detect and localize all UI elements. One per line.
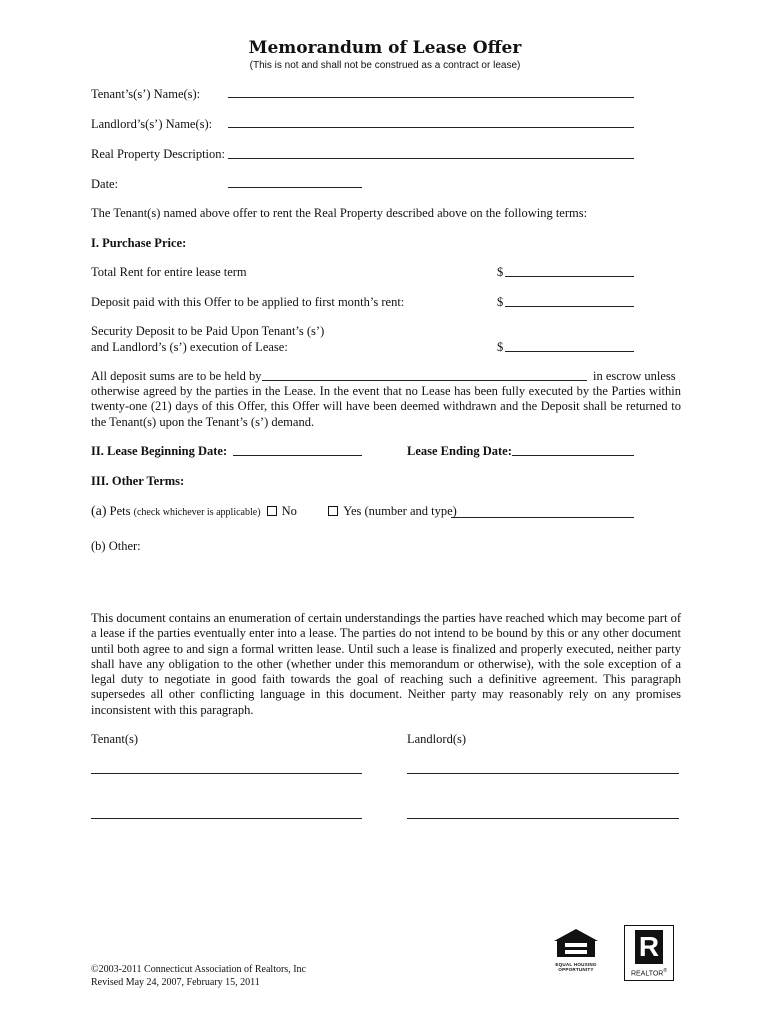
other-terms-label: (b) Other:: [91, 539, 141, 553]
page-subtitle: (This is not and shall not be construed as a contract or lease): [249, 60, 521, 71]
date-label: Date:: [91, 177, 119, 191]
dollar-sign: $: [497, 340, 504, 354]
tenant-signature-label: Tenant(s): [91, 732, 139, 746]
landlord-names-field[interactable]: [228, 127, 634, 128]
security-deposit-label-line2: and Landlord’s (s’) execution of Lease:: [91, 340, 288, 354]
pets-label: Pets: [109, 504, 131, 518]
copyright-text: ©2003-2011 Connecticut Association of Realtors, Inc: [91, 964, 306, 975]
deposit-label: Deposit paid with this Offer to be applied to first month’s rent:: [91, 295, 405, 309]
lease-ending-date-label: Lease Ending Date:: [407, 444, 512, 458]
date-field[interactable]: [228, 187, 362, 188]
eho-line1: EQUAL HOUSING: [555, 962, 597, 967]
lease-beginning-date-field[interactable]: [233, 455, 362, 456]
escrow-tail-text: in escrow unless: [593, 369, 676, 383]
total-rent-field[interactable]: [505, 276, 634, 277]
escrow-lead-text: All deposit sums are to be held by: [91, 369, 262, 383]
realtor-r-mark: R: [635, 930, 663, 964]
tenant-names-field[interactable]: [228, 97, 634, 98]
intro-text: The Tenant(s) named above offer to rent the Real Property described above on the following terms:: [91, 206, 588, 220]
section-purchase-price-heading: I. Purchase Price:: [91, 236, 187, 250]
landlord-signature-line-2[interactable]: [407, 818, 679, 819]
house-icon: [551, 928, 601, 958]
landlord-signature-line-1[interactable]: [407, 773, 679, 774]
pets-detail-field[interactable]: [451, 517, 634, 518]
revised-text: Revised May 24, 2007, February 15, 2011: [91, 977, 260, 988]
pets-no-label: No: [281, 504, 297, 518]
realtor-registered-mark: ®: [663, 968, 668, 974]
realtor-wordmark: REALTOR: [630, 970, 664, 978]
escrow-holder-field[interactable]: [262, 380, 587, 381]
landlord-signature-label: Landlord(s): [407, 732, 467, 746]
pets-yes-label: Yes (number and type): [343, 504, 457, 518]
escrow-paragraph: otherwise agreed by the parties in the Lease. In the event that no Lease has been fully executed by the Parties within twenty-one (21) days of this Offer, this Offer will have been deemed withdrawn and the Deposit shall be returned to the Tenant(s) upon the Tenant’s (s’) demand.: [91, 384, 681, 429]
dollar-sign: $: [497, 295, 504, 309]
disclaimer-paragraph: This document contains an enumeration of certain understandings the parties have reached which may become part of a lease if the parties eventually enter into a lease. The parties do not intend to be bound by this or any other document until both agree to and sign a formal written lease. Until such a lease is finalized and properly executed, neither party shall have any obligation to the other (whether under this memorandum or otherwise), with the sole exception of a legal duty to negotiate in good faith towards the goal of reaching such a definitive agreement. This paragraph supersedes all other conflicting language in this document. Neither party may reasonably rely on any promises inconsistent with this paragraph.: [91, 611, 681, 717]
security-deposit-field[interactable]: [505, 351, 634, 352]
realtor-logo: [624, 925, 674, 981]
tenant-signature-line-2[interactable]: [91, 818, 362, 819]
page-title: Memorandum of Lease Offer: [248, 38, 522, 58]
pets-no-checkbox[interactable]: [267, 506, 277, 516]
pets-prefix: (a): [91, 504, 107, 519]
section-other-terms-heading: III. Other Terms:: [91, 474, 185, 488]
tenant-signature-line-1[interactable]: [91, 773, 362, 774]
deposit-field[interactable]: [505, 306, 634, 307]
landlord-names-label: Landlord’s(s’) Name(s):: [91, 117, 213, 131]
total-rent-label: Total Rent for entire lease term: [91, 265, 247, 279]
pets-yes-checkbox[interactable]: [328, 506, 338, 516]
eho-line2: OPPORTUNITY: [558, 967, 594, 972]
property-description-label: Real Property Description:: [91, 147, 225, 161]
pets-hint: (check whichever is applicable): [133, 507, 261, 518]
tenant-names-label: Tenant’s(s’) Name(s):: [91, 87, 201, 101]
equal-housing-opportunity-logo: [551, 928, 601, 970]
lease-beginning-date-label: II. Lease Beginning Date:: [91, 444, 228, 458]
property-description-field[interactable]: [228, 158, 634, 159]
security-deposit-label-line1: Security Deposit to be Paid Upon Tenant’s (s’): [91, 324, 325, 338]
pets-row: [91, 504, 457, 520]
dollar-sign: $: [497, 265, 504, 279]
lease-ending-date-field[interactable]: [512, 455, 634, 456]
